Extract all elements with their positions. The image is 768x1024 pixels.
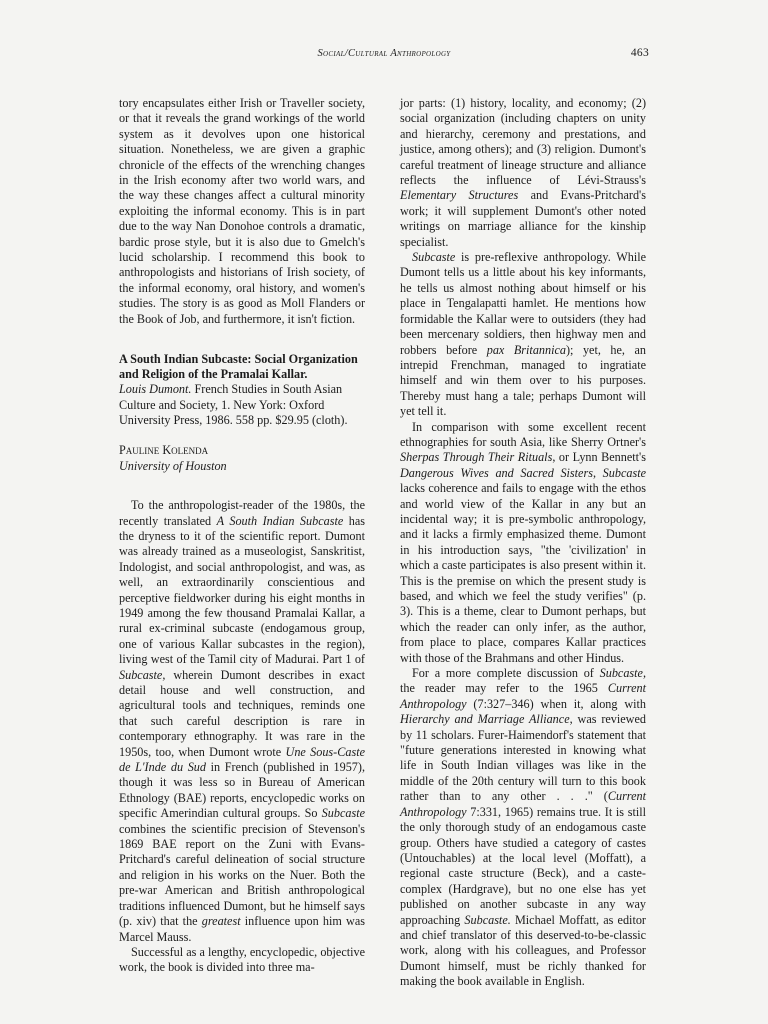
paragraph: To the anthropologist-reader of the 1980s, the recently translated A South Indian Subcaste has the dryness to it of the scientific report. Dumont was already trained as a museologist, Sanskritist, Indologist, and social anthropologist, and was, as well, an extraordinarily conscientious and perceptive fieldworker during his eight months in 1949 among the few thousand Pramalai Kallar, a rural ex-criminal subcaste (endogamous group, one of various Kallar subcastes in the region), living west of the Tamil city of Madurai. Part 1 of Subcaste, wherein Dumont describes in exact detail house and well construction, and agricultural tools and techniques, reminds one that such careful description is rare in contemporary ethnography. It was rare in the 1950s, too, when Dumont wrote Une Sous-Caste de L'Inde du Sud in French (published in 1957), though it was less so in Bureau of American Ethnology (BAE) reports, encyclopedic works on specific Amerindian cultural groups. So Subcaste combines the scientific precision of Stevenson's 1869 BAE report on the Zuni with Evans-Pritchard's careful delineation of social structure and religion in his works on the Nuer. Both the pre-war American and British anthropological traditions influenced Dumont, but he himself says (p. xiv) that the greatest influence upon him was Marcel Mauss. xyxy=(119,498,365,944)
running-head: Social/Cultural Anthropology xyxy=(317,48,451,59)
review-title: A South Indian Subcaste: Social Organization and Religion of the Pramalai Kallar. xyxy=(119,352,358,382)
page-header xyxy=(119,48,649,64)
reviewer-name: Pauline Kolenda xyxy=(119,443,209,458)
paragraph: jor parts: (1) history, locality, and economy; (2) social organization (including chapters on unity and hierarchy, ceremony and prestations, and justice, among others); and (3) religion. Dumont's careful treatment of lineage structure and alliance reflects the influence of Lévi-Strauss's Elementary Structures and Evans-Pritchard's work; it will supplement Dumont's other noted writings on marriage alliance for the kinship specialist. xyxy=(400,96,646,249)
paragraph: For a more complete discussion of Subcaste, the reader may refer to the 1965 Current Anthropology (7:327–346) when it, along with Hierarchy and Marriage Alliance, was reviewed by 11 scholars. Furer-Haimendorf's statement that "future generations interested in knowing what life in South Indian villages was like in the middle of the 20th century will turn to this book rather than to any other . . ." (Current Anthropology 7:331, 1965) remains true. It is still the only thorough study of an endogamous caste group. Others have studied a category of castes (Untouchables) at the local level (Moffatt), a regional caste structure (Beck), and a caste-complex (Hardgrave), but no one else has yet published on another subcaste in any way approaching Subcaste. Michael Moffatt, as editor and chief translator of this deserved-to-be-classic work, along with his colleagues, and Professor Dumont himself, must be richly thanked for making the book available in English. xyxy=(400,666,646,989)
right-column xyxy=(400,96,646,990)
paragraph: tory encapsulates either Irish or Traveller society, or that it reveals the grand workings of the world system as it devolves upon one historical situation. Nonetheless, we are given a graphic chronicle of the effects of the wrenching changes in the Irish economy after two world wars, and the way these changes affect a cultural minority exploiting the informal economy. This is in part due to the way Nan Donohoe controls a dramatic, bardic prose style, but it is also due to Gmelch's lucid scholarship. I recommend this book to anthropologists and historians of Irish society, of the informal economy, oral history, and women's studies. The story is as good as Moll Flanders or the Book of Job, and furthermore, it isn't fiction. xyxy=(119,96,365,326)
paragraph: In comparison with some excellent recent ethnographies for south Asia, like Sherry Ortner's Sherpas Through Their Rituals, or Lynn Bennett's Dangerous Wives and Sacred Sisters, Subcaste lacks coherence and fails to engage with the ethos and world view of the Kallar in any but an incidental way; it is pre-symbolic anthropology, and it lacks a firmly emphasized theme. Dumont in his introduction says, "the 'civilization' in which a caste participates is also present within it. This is the premise on which the present study is based, and which we feel the study verifies" (p. 3). This is a theme, clear to Dumont perhaps, but which the reader can only infer, as the author, from place to place, compares Kallar practices with those of the Brahmans and other Hindus. xyxy=(400,419,646,665)
left-column xyxy=(119,96,365,976)
review-author: Louis Dumont. xyxy=(119,382,192,397)
paragraph: Successful as a lengthy, encyclopedic, objective work, the book is divided into three ma- xyxy=(119,944,365,975)
review-details: French Studies in South Asian Culture and Society, 1. New York: Oxford University Press, 1986. 558 pp. $29.95 (cloth). xyxy=(119,382,348,427)
paragraph: Subcaste is pre-reflexive anthropology. While Dumont tells us a little about his key informants, he tells us almost nothing about himself or his place in Tengalapatti hamlet. He mentions how formidable the Kallar were to outsiders (they had been mercenary soldiers, then highway men and robbers before pax Britannica); yet, he, an intrepid Frenchman, managed to ingratiate himself and win them over to his purposes. Thereby must hang a tale; perhaps Dumont will yet tell it. xyxy=(400,250,647,419)
review-citation xyxy=(119,382,365,428)
page-number: 463 xyxy=(630,47,649,59)
reviewer-institution: University of Houston xyxy=(119,458,227,473)
